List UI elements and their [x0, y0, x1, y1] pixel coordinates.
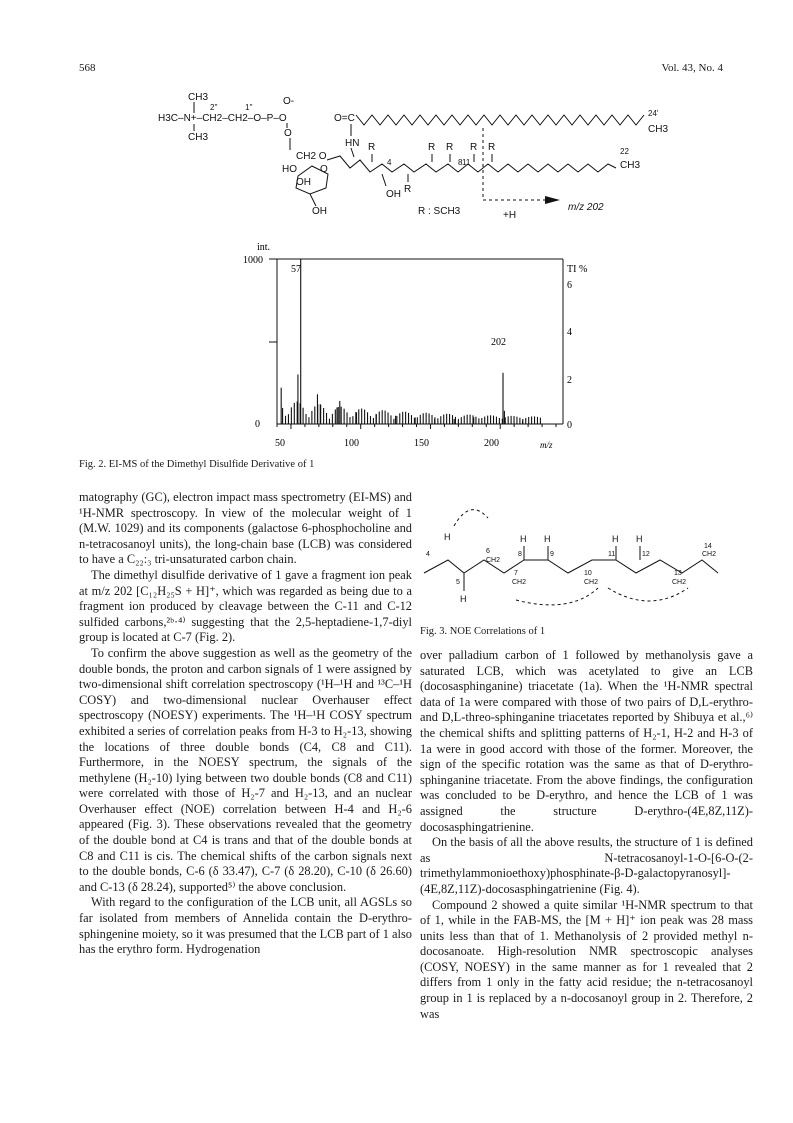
noe-h11: H	[612, 534, 619, 544]
struct-mz202: m/z 202	[568, 202, 604, 213]
left-paragraph: matography (GC), electron impact mass spectrometry (EI-MS) and ¹H-NMR spectroscopy. In view of the molecular weight of 1 (M.W. 1029) and its components (galactose 6-phosphocholine and n-tetracosanoyl units), the long-chain base (LCB) was considered to have a C₂₂:₃ tri-unsaturated carbon chain.	[79, 490, 412, 567]
struct-r5: R	[488, 142, 496, 153]
noe-c7: 7	[514, 570, 518, 577]
struct-ch3-24: CH3	[648, 124, 669, 135]
noe-ch2-14: CH2	[702, 551, 717, 558]
noe-h4: H	[444, 532, 451, 542]
struct-pos2: 2''	[210, 103, 218, 112]
noe-c10: 10	[584, 570, 592, 577]
noe-c14: 14	[704, 543, 712, 550]
noe-diagram	[420, 496, 720, 618]
struct-pos1: 1''	[245, 103, 253, 112]
right-tick-0: 0	[567, 420, 572, 431]
x-tick-50: 50	[275, 438, 285, 449]
struct-r4: R	[470, 142, 478, 153]
noe-h8: H	[520, 534, 527, 544]
left-paragraph: The dimethyl disulfide derivative of 1 gave a fragment ion peak at m/z 202 [C₁₂H₂₅S + H]⁺, which was regarded as being due to a fragment ion produced by cleavage between the C-11 and C-12 sulfided carbons,²ᵇ·⁴⁾ suggesting that the 2,5-heptadiene-1,7-diyl group is located at C-7 (Fig. 2).	[79, 567, 412, 645]
x-tick-150: 150	[414, 438, 429, 449]
spectrum-y-label: int.	[257, 242, 271, 253]
struct-oh-bottom: OH	[312, 206, 327, 217]
noe-ch2-7: CH2	[512, 579, 527, 586]
noe-c12: 12	[642, 551, 650, 558]
spectrum-right-label: TI %	[567, 264, 588, 275]
struct-oh-ring: OH	[296, 177, 311, 188]
noe-c6: 6	[486, 548, 490, 555]
spectrum-y-zero: 0	[255, 419, 260, 430]
struct-c8: 8	[458, 158, 463, 167]
struct-carbonyl: O=C	[334, 113, 355, 124]
struct-r6: R	[404, 184, 412, 195]
struct-c24: 24'	[648, 109, 659, 118]
left-paragraph: With regard to the configuration of the LCB unit, all AGSLs so far isolated from members of Annelida contain the D-erythro-sphingenine moiety, so it was presumed that the LCB part of 1 also has the erythro form. Hydrogenation	[79, 895, 412, 957]
noe-c11: 11	[608, 551, 616, 558]
noe-h12: H	[636, 534, 643, 544]
x-unit: m/z	[540, 440, 553, 450]
struct-r2: R	[428, 142, 436, 153]
page-number: 568	[79, 62, 96, 74]
noe-ch2-10: CH2	[584, 579, 599, 586]
peak-label-57: 57	[291, 264, 301, 275]
struct-p-o: O	[284, 128, 292, 139]
right-paragraph: On the basis of all the above results, the structure of 1 is defined as N-tetracosanoyl-1-O-[6-O-(2-trimethylammonioethoxy)phosphinate-β-D-galactopyranosyl]-(4E,8Z,11Z)-docosasphingatrienine (Fig. 4).	[420, 835, 753, 896]
struct-choline: H3C–N+–CH2–CH2–O–P–O	[158, 113, 287, 124]
x-tick-200: 200	[484, 438, 499, 449]
right-column	[420, 648, 753, 1022]
struct-c22: 22	[620, 147, 629, 156]
noe-c9: 9	[550, 551, 554, 558]
right-tick-6: 6	[567, 280, 572, 291]
struct-c4: 4	[387, 158, 392, 167]
struct-r-def: R : SCH3	[418, 206, 461, 217]
noe-c5: 5	[456, 579, 460, 586]
struct-ch3-22: CH3	[620, 160, 641, 171]
struct-ch2o: CH2 O	[296, 151, 327, 162]
x-tick-100: 100	[344, 438, 359, 449]
peak-label-202: 202	[491, 337, 506, 348]
right-tick-2: 2	[567, 375, 572, 386]
struct-hn: HN	[345, 138, 360, 149]
right-tick-4: 4	[567, 327, 572, 338]
right-paragraph: Compound 2 showed a quite similar ¹H-NMR spectrum to that of 1, while in the FAB-MS, the [M + H]⁺ ion peak was 28 mass units less than that of 1. Methanolysis of 2 provided methyl n-docosanoate. High-resolution NMR spectroscopic analyses (COSY, NOESY) in the same manner as for 1 revealed that 2 differs from 1 only in the fatty acid residue; the n-tetracosanoyl group in 1 is replaced by a n-docosanoyl group in 2. Therefore, 2 was	[420, 897, 753, 1021]
struct-r1: R	[368, 142, 376, 153]
struct-ho: HO	[282, 164, 297, 175]
struct-c11: 11	[462, 158, 471, 167]
fig3-caption: Fig. 3. NOE Correlations of 1	[420, 626, 546, 637]
struct-ch3-bottom: CH3	[188, 132, 209, 143]
struct-oh-chain: OH	[386, 189, 401, 200]
left-column	[79, 490, 412, 958]
ei-ms-spectrum	[225, 238, 588, 450]
journal-volume: Vol. 43, No. 4	[661, 62, 723, 74]
chemical-structure	[150, 88, 710, 230]
noe-h5: H	[460, 594, 467, 604]
right-paragraph: over palladium carbon of 1 followed by methanolysis gave a saturated LCB, which was acetylated to give an LCB (docosasphinganine) triacetate (1a). When the ¹H-NMR spectral data of 1a were compared with those of two pairs of D,L-erythro- and D,L-threo-sphinganine triacetates reported by Shibuya et al.,⁶⁾ the chemical shifts and splitting patterns of H₂-1, H-2 and H-3 of 1a were in good accord with those of the former. Moreover, the sign of the specific rotation was the same as that of D-erythro-sphinganine triacetate. From the above findings, the configuration was concluded to be D-erythro, and hence the LCB of 1 was assigned the structure D-erythro-(4E,8Z,11Z)-docosasphingatrienine.	[420, 648, 753, 834]
struct-r3: R	[446, 142, 454, 153]
struct-o-minus: O-	[283, 96, 295, 107]
noe-h9: H	[544, 534, 551, 544]
noe-c13: 13	[674, 570, 682, 577]
left-paragraph: To confirm the above suggestion as well as the geometry of the double bonds, the proton and carbon signals of 1 were assigned by two-dimensional shift correlation spectroscopy (¹H–¹H and ¹³C–¹H COSY) and two-dimensional nuclear Overhauser effect spectroscopy (NOESY) experiments. The ¹H–¹H COSY spectrum exhibited a series of correlation peaks from H-3 to H₂-13, showing the locations of three double bonds (C4, C8 and C11). Furthermore, in the NOESY spectrum, the signals of the methylene (H₂-10) lying between two double bonds (C8 and C11) were correlated with those of H₂-7 and H₂-13, and an nuclear Overhauser effect (NOE) correlation between H-4 and H₂-6 appeared (Fig. 3). These observations revealed that the geometry of the double bond at C4 is trans and that of the double bonds at C8 and C11 is cis. The chemical shifts of the carbon signals next to the double bonds, C-6 (δ 33.47), C-7 (δ 28.20), C-10 (δ 26.60) and C-13 (δ 28.24), supported⁵⁾ the above conclusion.	[79, 645, 412, 894]
struct-o-ring: O	[320, 164, 328, 175]
noe-ch2-6: CH2	[486, 557, 501, 564]
fig2-caption: Fig. 2. EI-MS of the Dimethyl Disulfide Derivative of 1	[79, 459, 315, 470]
struct-plus-h: +H	[503, 210, 517, 221]
struct-ch3-top: CH3	[188, 92, 209, 103]
noe-ch2-13: CH2	[672, 579, 687, 586]
noe-c8: 8	[518, 551, 522, 558]
spectrum-y-top: 1000	[243, 255, 263, 266]
noe-c4: 4	[426, 551, 430, 558]
